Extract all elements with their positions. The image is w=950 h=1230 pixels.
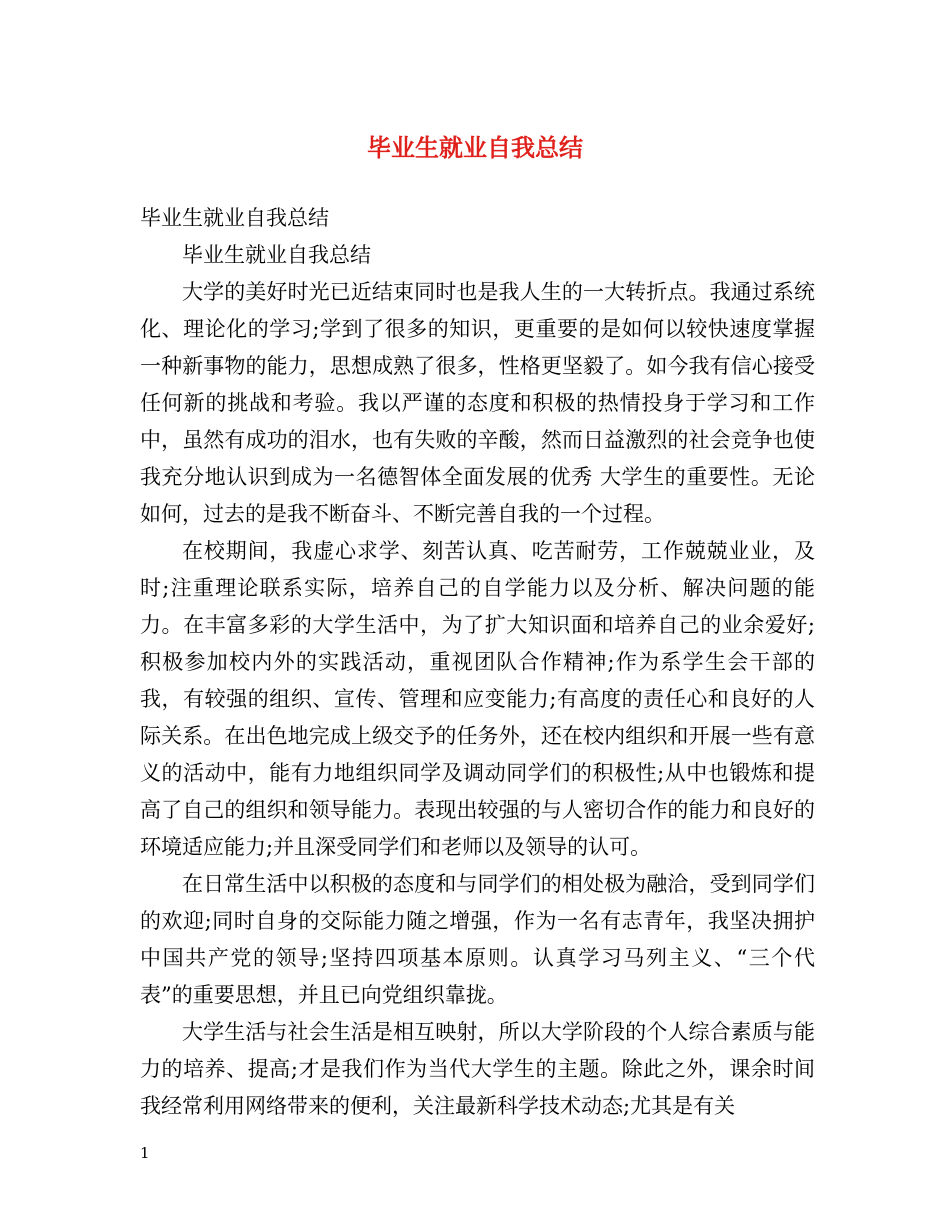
document-title: 毕业生就业自我总结 [367, 133, 583, 162]
paragraph-2: 在校期间，我虚心求学、刻苦认真、吃苦耐劳，工作兢兢业业，及时;注重理论联系实际，培养自己的自学能力以及分析、解决问题的能力。在丰富多彩的大学生活中，为了扩大知识面和培养自己的业余爱好;积极参加校内外的实践活动，重视团队合作精神;作为系学生会干部的我，有较强的组织、宣传、管理和应变能力;有高度的责任心和良好的人际关系。在出色地完成上级交予的任务外，还在校内组织和开展一些有意义的活动中，能有力地组织同学及调动同学们的积极性;从中也锻炼和提高了自己的组织和领导能力。表现出较强的与人密切合作的能力和良好的环境适应能力;并且深受同学们和老师以及领导的认可。 [140, 539, 815, 859]
paragraph-subtitle: 毕业生就业自我总结 [182, 243, 371, 267]
heading-line: 毕业生就业自我总结 [140, 206, 329, 230]
paragraph-4: 大学生活与社会生活是相互映射，所以大学阶段的个人综合素质与能力的培养、提高;才是我们作为当代大学生的主题。除此之外，课余时间我经常利用网络带来的便利，关注最新科学技术动态;尤其是有关 [140, 1020, 815, 1118]
paragraph-3: 在日常生活中以积极的态度和与同学们的相处极为融洽，受到同学们的欢迎;同时自身的交际能力随之增强，作为一名有志青年，我坚决拥护中国共产党的领导;坚持四项基本原则。认真学习马列主义、“三个代表”的重要思想，并且已向党组织靠拢。 [140, 872, 815, 1007]
page-number: 1 [140, 1144, 150, 1162]
document-body [140, 200, 815, 1125]
paragraph-1: 大学的美好时光已近结束同时也是我人生的一大转折点。我通过系统化、理论化的学习;学到了很多的知识，更重要的是如何以较快速度掌握一种新事物的能力，思想成熟了很多，性格更坚毅了。如今我有信心接受任何新的挑战和考验。我以严谨的态度和积极的热情投身于学习和工作中，虽然有成功的泪水，也有失败的辛酸，然而日益激烈的社会竞争也使我充分地认识到成为一名德智体全面发展的优秀 大学生的重要性。无论如何，过去的是我不断奋斗、不断完善自我的一个过程。 [140, 280, 815, 526]
